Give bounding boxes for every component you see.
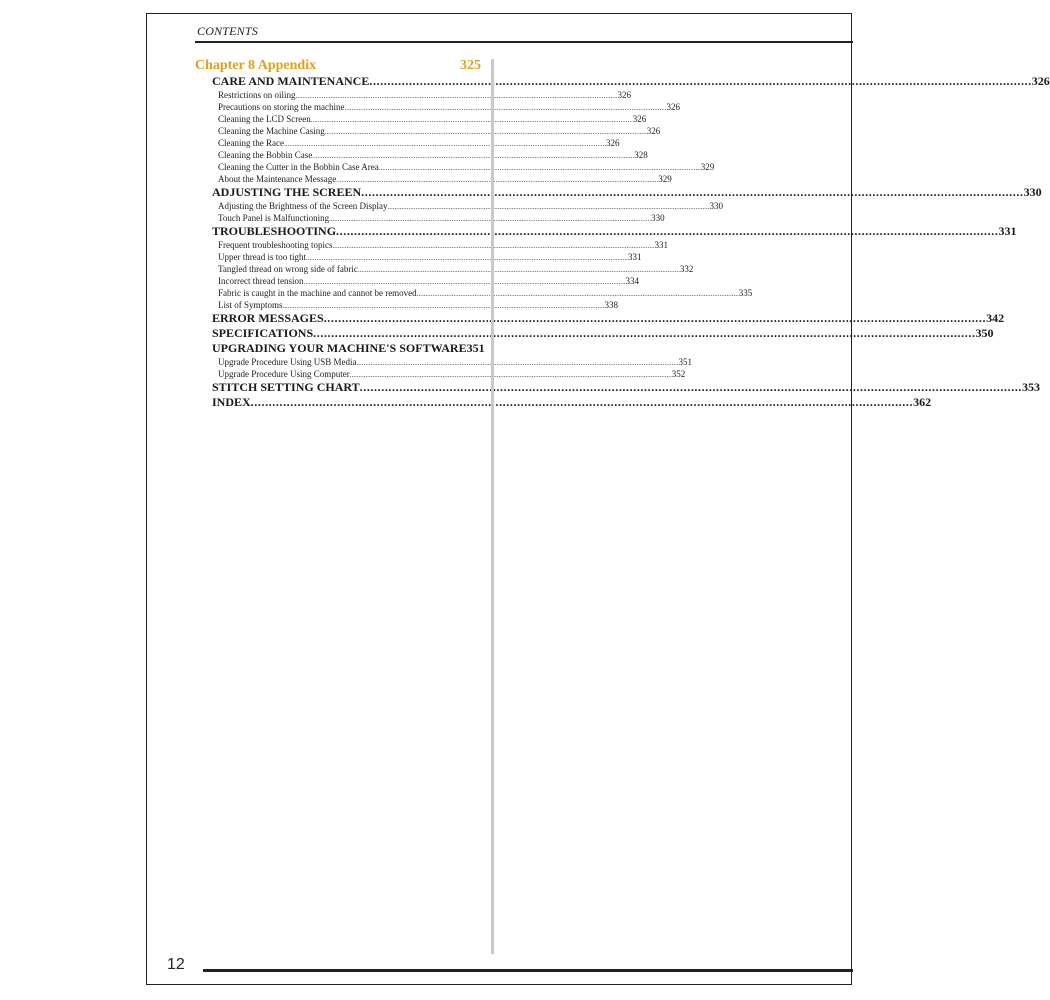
toc-entry-title: Cleaning the Cutter in the Bobbin Case Area: [218, 162, 379, 172]
toc-entry-page: 351: [466, 341, 485, 355]
toc-entry-page: 331: [627, 252, 642, 262]
toc-entry-title: STITCH SETTING CHART: [212, 380, 360, 394]
toc-entry-title: INDEX: [212, 395, 251, 409]
toc-section-entry[interactable]: [195, 185, 1042, 200]
chapter-title: Chapter 8 Appendix: [195, 58, 317, 73]
toc-entry-title: Cleaning the Machine Casing: [218, 126, 325, 136]
toc-entry-title: About the Maintenance Message: [218, 174, 337, 184]
toc-subsection-entry[interactable]: [195, 299, 619, 311]
toc-section-entry[interactable]: [195, 380, 1041, 395]
table-of-contents: [195, 57, 1050, 410]
toc-subsection-entry[interactable]: [195, 287, 753, 299]
dot-leader: [344, 102, 666, 114]
toc-subsection-entry[interactable]: [195, 89, 631, 101]
toc-subsection-entry[interactable]: [195, 113, 647, 125]
toc-entry-title: Upgrade Procedure Using USB Media: [218, 357, 357, 367]
toc-subsection-entry[interactable]: [195, 101, 680, 113]
toc-entry-title: TROUBLESHOOTING: [212, 224, 337, 238]
toc-subsection-entry[interactable]: [195, 356, 692, 368]
header-rule: [195, 41, 853, 43]
toc-entry-page: 328: [634, 150, 648, 160]
toc-subsection-entry[interactable]: [195, 239, 668, 251]
toc-entry-page: 332: [679, 264, 694, 274]
toc-list: [195, 74, 1050, 410]
toc-entry-page: 330: [1023, 185, 1042, 199]
toc-entry-title: Cleaning the Bobbin Case: [218, 150, 313, 160]
toc-entry-title: Incorrect thread tension: [218, 276, 304, 286]
toc-entry-page: 350: [975, 326, 994, 340]
toc-entry-title: Adjusting the Brightness of the Screen Display: [218, 201, 388, 211]
toc-entry-page: 334: [625, 276, 639, 286]
toc-subsection-entry[interactable]: [195, 173, 672, 185]
toc-entry-title: Precautions on storing the machine: [218, 102, 345, 112]
toc-entry-page: 326: [666, 102, 680, 112]
chapter-heading[interactable]: [195, 57, 481, 74]
toc-subsection-entry[interactable]: [195, 263, 694, 275]
toc-section-entry[interactable]: [195, 74, 1050, 89]
toc-entry-page: 326: [617, 90, 631, 100]
toc-entry-title: UPGRADING YOUR MACHINE'S SOFTWARE: [212, 341, 467, 355]
dot-leader: [379, 162, 701, 174]
toc-entry-title: CARE AND MAINTENANCE: [212, 74, 370, 88]
dot-leader: [251, 395, 913, 410]
toc-entry-page: 331: [654, 240, 668, 250]
toc-entry-title: ERROR MESSAGES: [212, 311, 324, 325]
toc-entry-page: 326: [632, 114, 647, 124]
toc-entry-title: Upper thread is too tight: [218, 252, 306, 262]
toc-section-entry[interactable]: [195, 341, 485, 356]
toc-entry-title: SPECIFICATIONS: [212, 326, 314, 340]
chapter-page: 325: [460, 58, 481, 73]
dot-leader: [417, 288, 739, 300]
toc-entry-title: Upgrade Procedure Using Computer: [218, 369, 350, 379]
toc-subsection-entry[interactable]: [195, 368, 686, 380]
toc-section-entry[interactable]: [195, 395, 932, 410]
toc-subsection-entry[interactable]: [195, 149, 648, 161]
toc-entry-title: Cleaning the LCD Screen: [218, 114, 311, 124]
toc-subsection-entry[interactable]: [195, 251, 642, 263]
dot-leader: [360, 380, 1022, 395]
toc-section-entry[interactable]: [195, 311, 1005, 326]
toc-subsection-entry[interactable]: [195, 125, 661, 137]
toc-section-entry[interactable]: [195, 326, 994, 341]
toc-entry-page: 351: [678, 357, 692, 367]
dot-leader: [336, 224, 998, 239]
running-header: CONTENTS: [197, 24, 258, 38]
toc-entry-title: Restrictions on oiling: [218, 90, 296, 100]
toc-entry-page: 330: [709, 201, 723, 211]
toc-entry-page: 329: [658, 174, 672, 184]
toc-entry-title: Frequent troubleshooting topics: [218, 240, 333, 250]
document-page: [146, 13, 1050, 985]
toc-subsection-entry[interactable]: [195, 137, 620, 149]
dot-leader: [324, 311, 986, 326]
dot-leader: [311, 114, 633, 126]
toc-entry-title: Fabric is caught in the machine and cannot be removed: [218, 288, 417, 298]
toc-entry-title: Cleaning the Race: [218, 138, 284, 148]
toc-subsection-entry[interactable]: [195, 275, 639, 287]
toc-entry-page: 329: [700, 162, 715, 172]
toc-entry-title: Tangled thread on wrong side of fabric: [218, 264, 358, 274]
toc-entry-page: 326: [605, 138, 620, 148]
toc-entry-page: 335: [738, 288, 753, 298]
dot-leader: [313, 326, 975, 341]
dot-leader: [369, 74, 1031, 89]
toc-entry-title: Touch Panel is Malfunctioning: [218, 213, 330, 223]
toc-entry-page: 330: [651, 213, 665, 223]
toc-entry-page: 342: [986, 311, 1005, 325]
toc-entry-page: 353: [1022, 380, 1041, 394]
dot-leader: [356, 357, 678, 369]
toc-entry-page: 362: [913, 395, 932, 409]
column-divider: [491, 59, 494, 954]
toc-section-entry[interactable]: [195, 224, 1017, 239]
toc-subsection-entry[interactable]: [195, 200, 723, 212]
footer-rule: [203, 969, 853, 972]
dot-leader: [325, 126, 647, 138]
toc-entry-page: 338: [604, 300, 619, 310]
dot-leader: [361, 185, 1023, 200]
page-number: 12: [167, 956, 185, 973]
toc-entry-title: List of Symptoms: [218, 300, 283, 310]
toc-entry-page: 352: [671, 369, 686, 379]
dot-leader: [284, 138, 606, 150]
toc-subsection-entry[interactable]: [195, 161, 715, 173]
toc-entry-page: 331: [998, 224, 1017, 238]
toc-entry-page: 326: [1031, 74, 1050, 88]
toc-subsection-entry[interactable]: [195, 212, 665, 224]
toc-entry-page: 326: [646, 126, 661, 136]
toc-entry-title: ADJUSTING THE SCREEN: [212, 185, 362, 199]
